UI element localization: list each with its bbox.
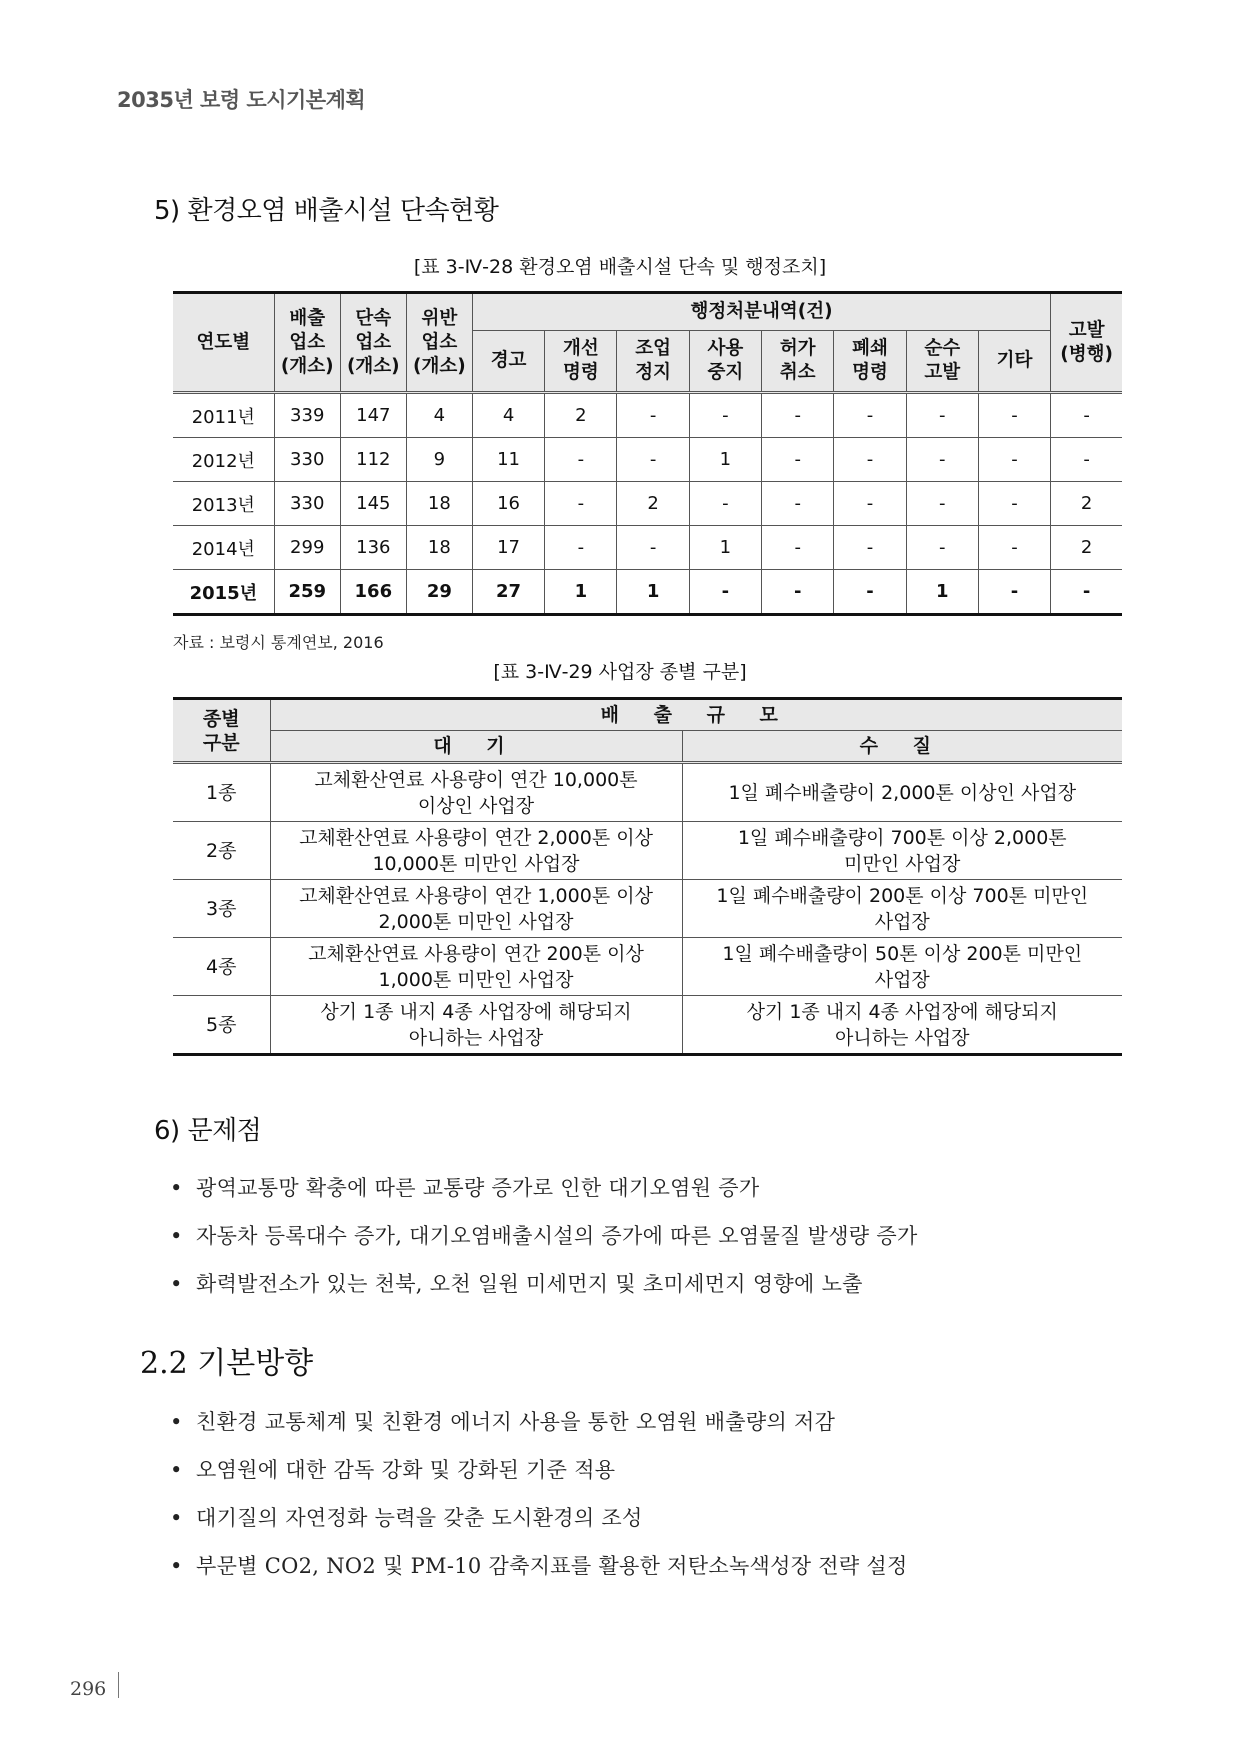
- page-number-divider: [118, 1672, 119, 1698]
- header-accusation: 고발 (병행): [1051, 293, 1122, 393]
- bullet-icon: •: [170, 1410, 183, 1434]
- header-use-stop: 사용 중지: [689, 331, 761, 393]
- business-type-table: [173, 697, 1122, 1056]
- header-closure: 폐쇄 명령: [834, 331, 906, 393]
- enforcement-table: [173, 291, 1122, 616]
- header-violation: 위반 업소 (개소): [406, 293, 472, 393]
- bullet-icon: •: [170, 1272, 183, 1296]
- section-6-title: 6) 문제점: [154, 1116, 262, 1146]
- header-emission-scale: 배 출 규 모: [270, 699, 1122, 731]
- header-warning: 경고: [472, 331, 544, 393]
- list-item: • 화력발전소가 있는 천북, 오천 일원 미세먼지 및 초미세먼지 영향에 노출: [170, 1260, 918, 1308]
- header-admin-actions: 행정처분내역(건): [472, 293, 1050, 331]
- table-1-source: 자료 : 보령시 통계연보, 2016: [173, 633, 384, 652]
- running-header: 2035년 보령 도시기본계획: [117, 88, 366, 112]
- header-water: 수 질: [682, 731, 1122, 763]
- table-row: 3종 고체환산연료 사용량이 연간 1,000톤 이상 2,000톤 미만인 사업장 1일 폐수배출량이 200톤 이상 700톤 미만인 사업장: [173, 880, 1122, 938]
- header-improve: 개선 명령: [545, 331, 617, 393]
- table-1-caption: [표 3-Ⅳ-28 환경오염 배출시설 단속 및 행정조치]: [413, 256, 827, 278]
- bullet-icon: •: [170, 1554, 183, 1578]
- page-number: 296: [70, 1678, 107, 1700]
- list-item: • 오염원에 대한 감독 강화 및 강화된 기준 적용: [170, 1446, 908, 1494]
- header-etc: 기타: [978, 331, 1050, 393]
- header-suspend: 조업 정지: [617, 331, 689, 393]
- list-item: • 부문별 CO2, NO2 및 PM-10 감축지표를 활용한 저탄소녹색성장 전략 설정: [170, 1542, 908, 1590]
- section-5-title: 5) 환경오염 배출시설 단속현황: [154, 196, 499, 226]
- header-type: 종별 구분: [173, 699, 270, 763]
- problems-list: [170, 1164, 918, 1308]
- table-row: 4종 고체환산연료 사용량이 연간 200톤 이상 1,000톤 미만인 사업장 1일 폐수배출량이 50톤 이상 200톤 미만인 사업장: [173, 938, 1122, 996]
- list-item: • 광역교통망 확충에 따른 교통량 증가로 인한 대기오염원 증가: [170, 1164, 918, 1212]
- table-row: 2종 고체환산연료 사용량이 연간 2,000톤 이상 10,000톤 미만인 사업장 1일 폐수배출량이 700톤 이상 2,000톤 미만인 사업장: [173, 822, 1122, 880]
- header-year: 연도별: [173, 293, 274, 393]
- table-row: 2013년 330 145 18 16 - 2 - - - - - 2: [173, 482, 1122, 526]
- list-item: • 자동차 등록대수 증가, 대기오염배출시설의 증가에 따른 오염물질 발생량 증가: [170, 1212, 918, 1260]
- list-item: • 친환경 교통체계 및 친환경 에너지 사용을 통한 오염원 배출량의 저감: [170, 1398, 908, 1446]
- header-pure-accusation: 순수 고발: [906, 331, 978, 393]
- header-crackdown: 단속 업소 (개소): [340, 293, 406, 393]
- bullet-icon: •: [170, 1224, 183, 1248]
- bullet-icon: •: [170, 1176, 183, 1200]
- header-emit: 배출 업소 (개소): [274, 293, 340, 393]
- table-row: 2012년 330 112 9 11 - - 1 - - - - -: [173, 438, 1122, 482]
- basic-direction-list: [170, 1398, 908, 1590]
- table-row: 1종 고체환산연료 사용량이 연간 10,000톤 이상인 사업장 1일 폐수배출량이 2,000톤 이상인 사업장: [173, 763, 1122, 822]
- header-air: 대 기: [270, 731, 682, 763]
- table-row: 2014년 299 136 18 17 - - 1 - - - - 2: [173, 526, 1122, 570]
- table-row: 2015년 259 166 29 27 1 1 - - - 1 - -: [173, 570, 1122, 615]
- bullet-icon: •: [170, 1458, 183, 1482]
- table-2-caption: [표 3-Ⅳ-29 사업장 종별 구분]: [493, 661, 747, 683]
- bullet-icon: •: [170, 1506, 183, 1530]
- list-item: • 대기질의 자연정화 능력을 갖춘 도시환경의 조성: [170, 1494, 908, 1542]
- header-permit-cancel: 허가 취소: [762, 331, 834, 393]
- table-row: 5종 상기 1종 내지 4종 사업장에 해당되지 아니하는 사업장 상기 1종 내지 4종 사업장에 해당되지 아니하는 사업장: [173, 996, 1122, 1055]
- section-2-2-title: 2.2 기본방향: [140, 1346, 314, 1381]
- table-row: 2011년 339 147 4 4 2 - - - - - - -: [173, 393, 1122, 438]
